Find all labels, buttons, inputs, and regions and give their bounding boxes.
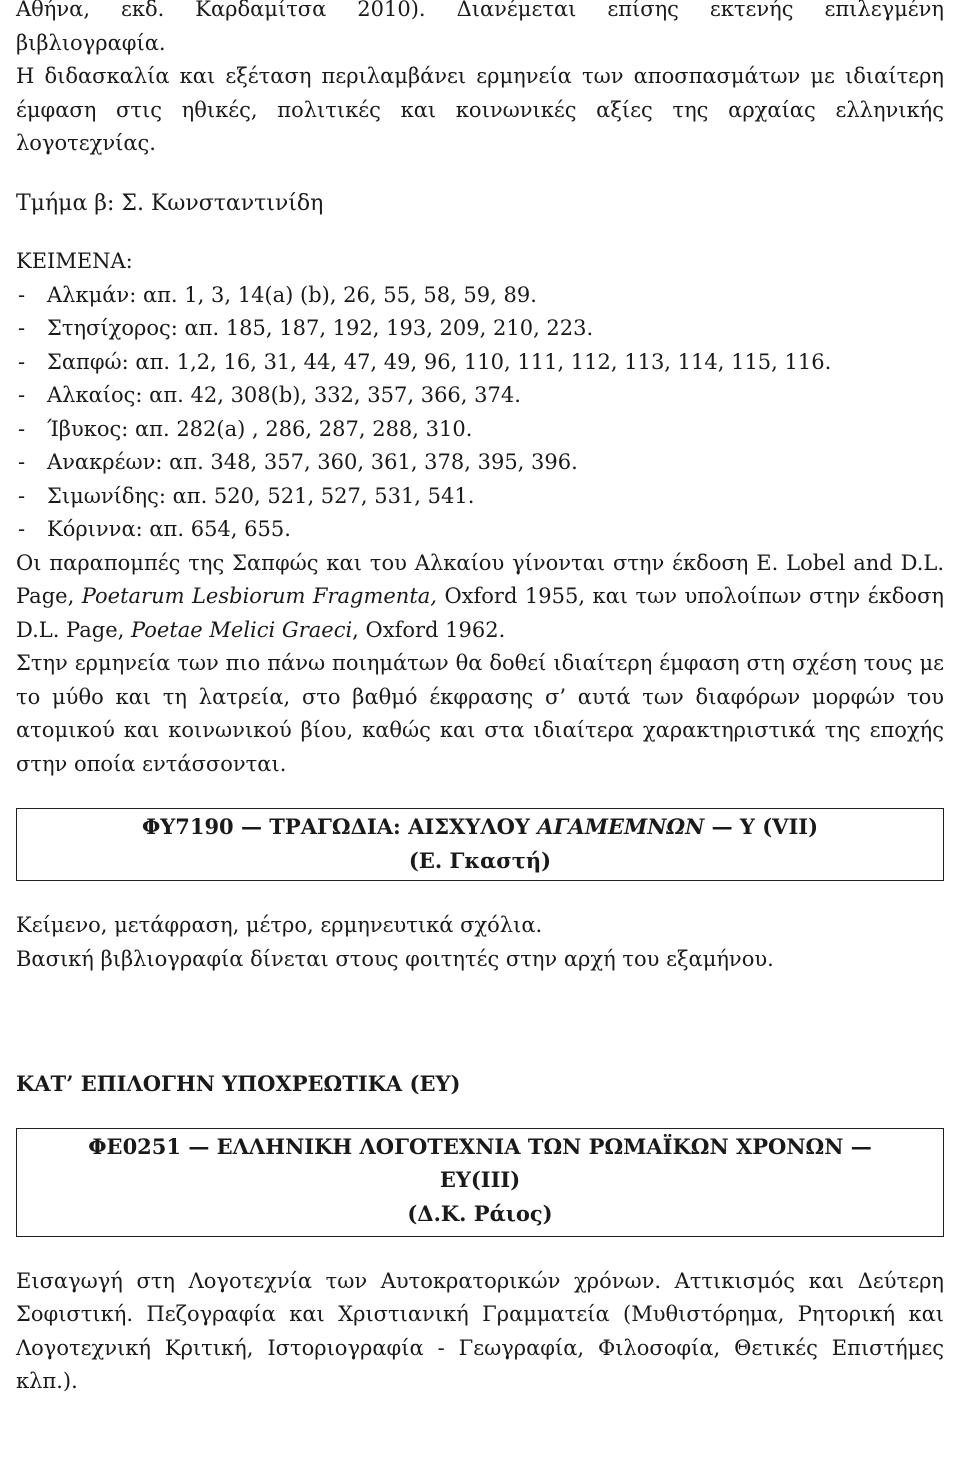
category-heading: ΚΑΤ’ ΕΠΙΛΟΓΗΝ ΥΠΟΧΡΕΩΤΙΚΑ (ΕΥ)	[16, 1071, 461, 1096]
references-title-2: Poetae Melici Graeci	[131, 617, 353, 642]
list-item	[16, 480, 944, 514]
course-instructor: (Ε. Γκαστή)	[408, 847, 552, 873]
list-item	[16, 379, 944, 413]
course-suffix: — Υ (VII)	[704, 814, 819, 839]
references-text-1: Οι παραπομπές της Σαπφώς και του Αλκαίου γίνονται στην έκδοση E. Lobel and D.L. Page,	[16, 550, 944, 608]
list-item-text: Σαπφώ: απ. 1,2, 16, 31, 44, 47, 49, 96, 110, 111, 112, 113, 114, 115, 116.	[47, 349, 832, 374]
list-dash: -	[18, 282, 26, 307]
texts-label: ΚΕΙΜΕΝΑ:	[16, 249, 133, 273]
list-item	[16, 312, 944, 346]
list-dash: -	[18, 349, 26, 374]
list-item	[16, 279, 944, 313]
course-title	[29, 810, 931, 844]
list-dash: -	[18, 517, 26, 541]
section-heading: Τμήμα β: Σ. Κωνσταντινίδη	[16, 190, 324, 216]
course-title-box	[16, 808, 944, 881]
course-description-2: Εισαγωγή στη Λογοτεχνία των Αυτοκρατορικών χρόνων. Αττικισμός και Δεύτερη Σοφιστική. Πεζογραφία και Χριστιανική Γραμματεία (Μυθιστόρημα, Ρητορική και Λογοτεχνική Κριτική, Ιστοριογραφία - Γεωγραφία, Φιλοσοφία, Θετικές Επιστήμες κλπ.).	[16, 1268, 944, 1393]
continuation-text: Αθήνα, εκδ. Καρδαμίτσα 2010). Διανέμεται επίσης εκτενής επιλεγμένη	[16, 0, 944, 21]
list-item	[16, 346, 944, 380]
references-title-1: Poetarum Lesbiorum Fragmenta,	[81, 584, 437, 608]
course-code-title: ΦΥ7190 — ΤΡΑΓΩΔΙΑ: ΑΙΣΧΥΛΟΥ	[141, 814, 538, 839]
list-item	[16, 413, 944, 447]
list-dash: -	[18, 483, 26, 508]
interpretation-paragraph: Στην ερμηνεία των πιο πάνω ποιημάτων θα δοθεί ιδιαίτερη έμφαση στη σχέση τους με το μύθο και τη λατρεία, στο βαθμό έκφρασης σ’ αυτά των διαφόρων μορφών του ατομικού και κοινωνικού βίου, καθώς και στα ιδιαίτερα χαρακτηριστικά της εποχής στην οποία εντάσσονται.	[16, 651, 944, 776]
list-dash: -	[18, 316, 26, 340]
list-item-text: Σιμωνίδης: απ. 520, 521, 527, 531, 541.	[47, 483, 475, 508]
references-text-3: , Oxford 1962.	[352, 617, 506, 642]
course-title-line-2: ΕΥ(ΙΙΙ)	[439, 1167, 521, 1192]
continuation-text-2: βιβλιογραφία.	[16, 30, 166, 55]
list-item	[16, 446, 944, 480]
course-description-line: Κείμενο, μετάφραση, μέτρο, ερμηνευτικά σχόλια.	[16, 913, 543, 937]
list-dash: -	[18, 383, 26, 407]
course-work-title: ΑΓΑΜΕΜΝΩΝ	[537, 814, 705, 839]
references-paragraph	[16, 547, 944, 648]
continuation-line	[16, 0, 944, 27]
course-title-box-2	[16, 1128, 944, 1237]
course-instructor-2: (Δ.Κ. Ράιος)	[407, 1200, 553, 1226]
list-item-text: Κόριννα: απ. 654, 655.	[47, 517, 291, 541]
texts-list	[16, 279, 944, 547]
list-item-text: Αλκμάν: απ. 1, 3, 14(a) (b), 26, 55, 58, 59, 89.	[47, 282, 537, 307]
continuation-line-2	[16, 27, 944, 61]
course-bibliography-line: Βασική βιβλιογραφία δίνεται στους φοιτητές στην αρχή του εξαμήνου.	[16, 946, 774, 971]
course-title-line-1: ΦΕ0251 — ΕΛΛΗΝΙΚΗ ΛΟΓΟΤΕΧΝΙΑ ΤΩΝ ΡΩΜΑΪΚΩΝ ΧΡΟΝΩΝ —	[88, 1133, 872, 1159]
references-text-2: Oxford 1955, και των υπολοίπων στην έκδοση D.L. Page,	[16, 584, 944, 642]
list-dash: -	[18, 450, 26, 474]
list-item	[16, 513, 944, 547]
list-dash: -	[18, 416, 26, 441]
list-item-text: Αλκαίος: απ. 42, 308(b), 332, 357, 366, 374.	[47, 383, 521, 407]
list-item-text: Ίβυκος: απ. 282(a) , 286, 287, 288, 310.	[47, 416, 473, 441]
list-item-text: Στησίχορος: απ. 185, 187, 192, 193, 209, 210, 223.	[47, 316, 594, 340]
document-page	[16, 0, 944, 1399]
teaching-paragraph: Η διδασκαλία και εξέταση περιλαμβάνει ερμηνεία των αποσπασμάτων με ιδιαίτερη έμφαση στις ηθικές, πολιτικές και κοινωνικές αξίες της αρχαίας ελληνικής λογοτεχνίας.	[16, 64, 944, 155]
list-item-text: Ανακρέων: απ. 348, 357, 360, 361, 378, 395, 396.	[47, 450, 578, 474]
